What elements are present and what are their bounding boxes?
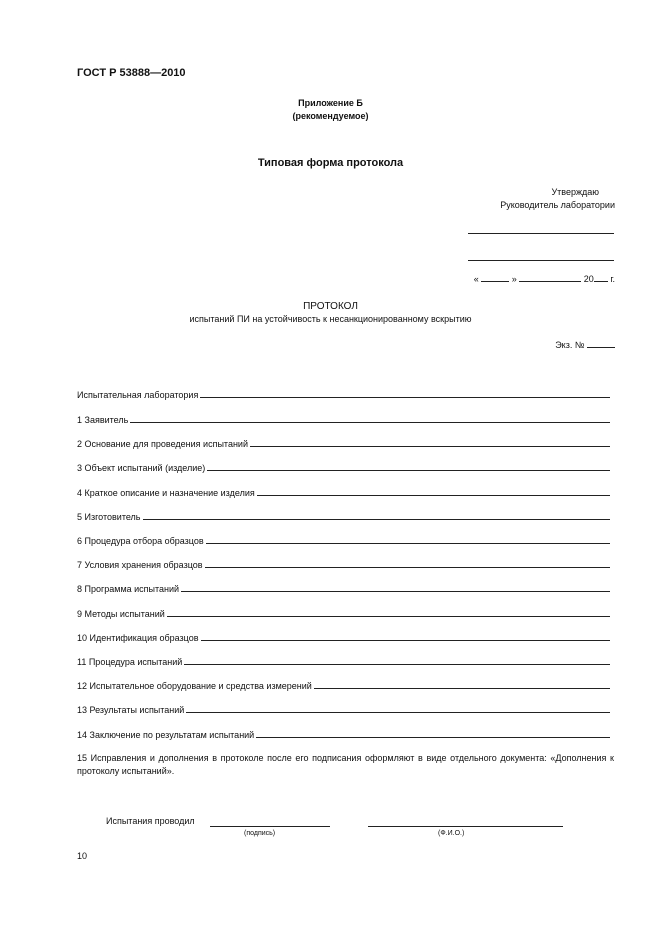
date-month-blank (519, 281, 581, 282)
field-fill-line (184, 663, 610, 665)
annex-title: Приложение Б (298, 98, 363, 108)
field-fill-line (207, 469, 610, 471)
field-row (77, 605, 610, 619)
field-fill-line (200, 396, 610, 398)
approval-block (500, 186, 615, 212)
signature-caption: (подпись) (244, 830, 276, 837)
date-close-quote: » (511, 274, 517, 284)
tester-signature-line (210, 826, 330, 827)
field-fill-line (257, 494, 610, 496)
corrections-note: 15 Исправления и дополнения в протоколе после его подписания оформляют в виде отдельного документа: «Дополнения к протоколу испытаний». (77, 753, 614, 776)
field-label: 3 Объект испытаний (изделие) (77, 463, 206, 473)
field-fill-line (256, 736, 610, 738)
standard-number: ГОСТ Р 53888—2010 (77, 67, 186, 79)
field-label: 6 Процедура отбора образцов (77, 536, 204, 546)
field-row (77, 629, 610, 643)
approver-position: Руководитель лаборатории (500, 200, 615, 210)
field-fill-line (201, 639, 610, 641)
field-row (77, 677, 610, 691)
field-fill-line (250, 445, 610, 447)
date-year-suffix: г. (610, 274, 615, 284)
field-label: 9 Методы испытаний (77, 609, 165, 619)
field-row (77, 653, 610, 667)
date-day-blank (481, 281, 509, 282)
protocol-title: ПРОТОКОЛ (303, 301, 358, 312)
field-fill-line (167, 615, 610, 617)
field-label: 14 Заключение по результатам испытаний (77, 730, 255, 740)
field-fill-line (181, 590, 610, 592)
field-fill-line (186, 711, 610, 713)
field-label: 11 Процедура испытаний (77, 657, 183, 667)
date-open-quote: « (473, 274, 479, 284)
field-label: 1 Заявитель (77, 415, 129, 425)
field-row (77, 726, 610, 740)
field-label: 13 Результаты испытаний (77, 705, 185, 715)
approve-label: Утверждаю (551, 187, 599, 197)
copy-label: Экз. № (555, 340, 585, 350)
tester-label: Испытания проводил (106, 816, 195, 826)
field-row (77, 435, 610, 449)
page-number: 10 (77, 851, 88, 861)
field-label: 5 Изготовитель (77, 512, 141, 522)
copy-number-blank (587, 347, 615, 348)
protocol-subtitle: испытаний ПИ на устойчивость к несанкционированному вскрытию (189, 314, 472, 324)
approval-date (474, 274, 615, 284)
date-year-prefix: 20 (583, 274, 594, 284)
field-fill-line (205, 566, 610, 568)
field-row (77, 484, 610, 498)
name-caption: (Ф.И.О.) (438, 830, 465, 837)
field-label: 2 Основание для проведения испытаний (77, 439, 248, 449)
field-fill-line (143, 518, 611, 520)
protocol-heading (0, 300, 661, 326)
tester-name-line (368, 826, 563, 827)
approval-name-line (468, 260, 614, 261)
field-row (77, 701, 610, 715)
field-label: 8 Программа испытаний (77, 584, 180, 594)
approval-signature-line (468, 233, 614, 234)
field-row (77, 556, 610, 570)
field-fill-line (314, 687, 610, 689)
field-label: 4 Краткое описание и назначение изделия (77, 488, 255, 498)
date-year-blank (594, 281, 608, 282)
field-label: 10 Идентификация образцов (77, 633, 199, 643)
field-fill-line (130, 421, 610, 423)
annex-heading (0, 97, 661, 123)
field-label: 12 Испытательное оборудование и средства измерений (77, 681, 312, 691)
field-label: 7 Условия хранения образцов (77, 560, 203, 570)
field-label: Испытательная лаборатория (77, 390, 199, 400)
field-row (77, 386, 610, 400)
field-row (77, 532, 610, 546)
form-title: Типовая форма протокола (257, 157, 404, 169)
annex-status: (рекомендуемое) (292, 111, 369, 121)
field-row (77, 411, 610, 425)
field-fill-line (206, 542, 610, 544)
field-row (77, 459, 610, 473)
field-row (77, 508, 610, 522)
field-row (77, 580, 610, 594)
copy-number (555, 340, 615, 350)
